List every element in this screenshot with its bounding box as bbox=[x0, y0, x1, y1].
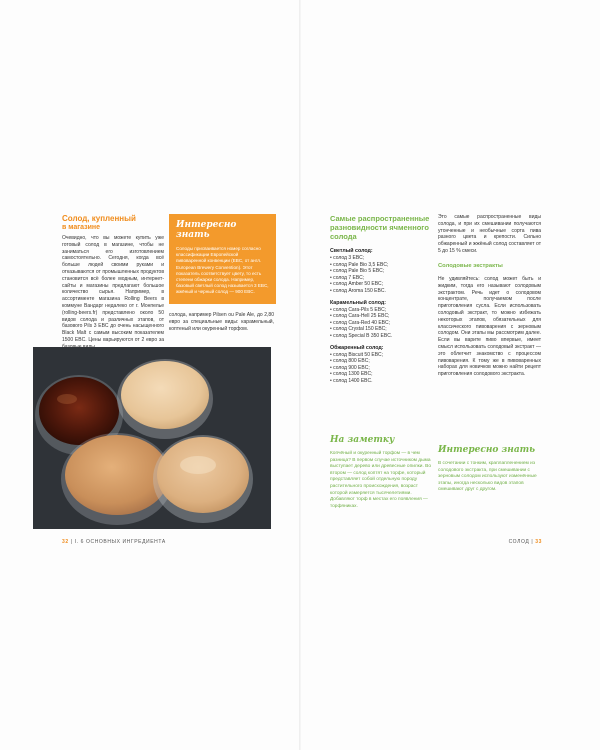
interesting-callout-box bbox=[169, 214, 276, 304]
interesting-green-text: В сочетании с тонким, краплапленением из солодового экстракта, при смешивании с зерновым солодом используют изменённые этапы, иногда несколько видов этапов смешивают друг с другом. bbox=[438, 461, 537, 493]
callout-text: Солоды присваивается номер согласно классификации Европейской пивоваренной конвенции (EBC, от англ. European Brewery Convention). Этот показатель соответствует цвету, то есть степени обжарки солода. Например, базовый светлый солод называется 3 EBC, жжёный и черный солод — 900 EBC. bbox=[176, 246, 269, 295]
note-block bbox=[330, 435, 435, 510]
interesting-green-block bbox=[438, 445, 541, 494]
right-footer-divider: | bbox=[531, 539, 536, 545]
malt-bowls-illustration bbox=[33, 347, 271, 529]
list-title: Обжаренный солод: bbox=[330, 344, 384, 351]
left-section-title bbox=[62, 214, 162, 232]
extracts-text: Не удивляйтесь: солод может быть и жидким, тогда его называют солодовым экстрактом. Речь идет о солодовом концентрате, получаемом после приготовления сусла. Если использовать солодовый экстракт, то можно избежать некоторых этапов, обязательных для классического пивоварения с зерновым солодом. Они этапы мы рассмотрим далее. Если вы варите пиво впервые, имеет смысл использовать солодовый экстракт — это облегчит знакомство с процессом пивоварения. К тому же в пивоваренных наборах для новичков можно найти рецепт приготовления солодового экстракта. bbox=[438, 276, 541, 378]
right-running-title: СОЛОД bbox=[508, 539, 530, 545]
list-item: • солод 1400 EBC. bbox=[330, 377, 373, 384]
list-title: Светлый солод: bbox=[330, 248, 373, 254]
left-section-title-line1: Солод, купленный bbox=[62, 214, 136, 223]
right-col2-intro bbox=[438, 214, 541, 255]
left-section-title-line2: в магазине bbox=[62, 224, 101, 231]
left-col1-paragraph: Очевидно, что вы можете купить уже готовый солод в магазине, чтобы не заниматься его изготовлением самостоятельно. Сегодня, когда всё больше людей своими руками и отказываются от промышленных продуктов становится всё более модным, интернет-сайты и магазины предлагают большое количество сырья. Например, в ассортименте магазина Rolling Beers в коммуне Вандарг недалеко от г. Монпелье (rolling-beers.fr) представлено около 50 видов солода и различных этапов, от базового Pils 3 EBC до очень насыщенного Black Malt с самым высоким показателем 1500 EBC. Цены варьируются от 2 евро за bbox=[62, 235, 164, 343]
interesting-green-title: Интересно знать bbox=[438, 445, 536, 455]
list-item: • солод Cara-Red 40 EBC; bbox=[330, 319, 391, 326]
list-item: • солод Cara-Pils 5 EBC; bbox=[330, 306, 387, 313]
left-footer-divider: | bbox=[70, 539, 75, 545]
list-item: • солод 7 EBC; bbox=[330, 274, 365, 281]
right-section-title bbox=[330, 214, 434, 241]
malt-list-roasted bbox=[330, 345, 430, 385]
right-section-title-line3: солода bbox=[330, 232, 357, 241]
left-page-number: 32 bbox=[62, 539, 69, 545]
malt-bowls-photo bbox=[33, 347, 271, 529]
list-item: • солод Amber 50 EBC; bbox=[330, 281, 384, 288]
malt-list-caramel bbox=[330, 300, 430, 340]
list-item: • солод Pale Bio 3,5 EBC; bbox=[330, 261, 389, 268]
note-text: Копчёный и окуренный торфом — в чем разница? В первом случае источником дыма выступает дерево или древесные опилки. Во втором — солод коптят на торфе, который представляет собой отдельную породу растительного происхождения, возраст которой измеряется тысячелетиями. Добавляют торф в местах его появления — торфяниках. bbox=[330, 451, 431, 509]
book-spine bbox=[299, 0, 301, 750]
list-item: • солод Aroma 150 EBC. bbox=[330, 287, 386, 294]
list-item: • солод Biscuit 50 EBC; bbox=[330, 351, 384, 358]
list-title: Карамельный солод: bbox=[330, 299, 386, 306]
left-running-title: I. 6 ОСНОВНЫХ ИНГРЕДИЕНТА bbox=[74, 539, 166, 545]
list-item: • солод 3 EBC; bbox=[330, 255, 365, 261]
note-title: На заметку bbox=[330, 435, 395, 445]
right-section-title-line2: разновидности ячменного bbox=[330, 223, 429, 232]
right-footer bbox=[470, 539, 542, 546]
malt-lists bbox=[330, 248, 430, 385]
list-item: • солод Crystal 150 EBC; bbox=[330, 326, 387, 333]
list-item: • солод Special B 350 EBC. bbox=[330, 332, 393, 339]
right-section-title-line1: Самые распространенные bbox=[330, 214, 430, 223]
list-item: • солод Pale Bio 5 EBC; bbox=[330, 268, 385, 275]
list-item: • солод 1300 EBC; bbox=[330, 371, 373, 378]
left-col2-text bbox=[169, 312, 274, 332]
malt-list-light bbox=[330, 248, 430, 295]
left-footer bbox=[62, 539, 262, 546]
list-item: • солод 900 EBC; bbox=[330, 364, 370, 371]
left-col1-text bbox=[62, 235, 164, 351]
right-page-number: 33 bbox=[535, 539, 542, 545]
callout-title: Интересно знать bbox=[176, 220, 237, 240]
extracts-title: Солодовые экстракты bbox=[438, 263, 503, 269]
extracts-block bbox=[438, 262, 541, 378]
right-col2-paragraph: Это самые распространенные виды солода, и при их смешивании получаются утонченные и необычные сорта пива разного цвета и крепости. Сильно обжаренный и жжёный солод составляет от 5 до 15 % смеси. bbox=[438, 214, 541, 254]
list-item: • солод 800 EBC; bbox=[330, 358, 370, 365]
list-item: • солод Cara-Hell 25 EBC; bbox=[330, 313, 390, 320]
left-col2-paragraph: солода, например Pilsen ou Pale Ale, до 2,80 евро за специальные виды: карамельный, коптеный или окуренный торфом. bbox=[169, 312, 274, 332]
